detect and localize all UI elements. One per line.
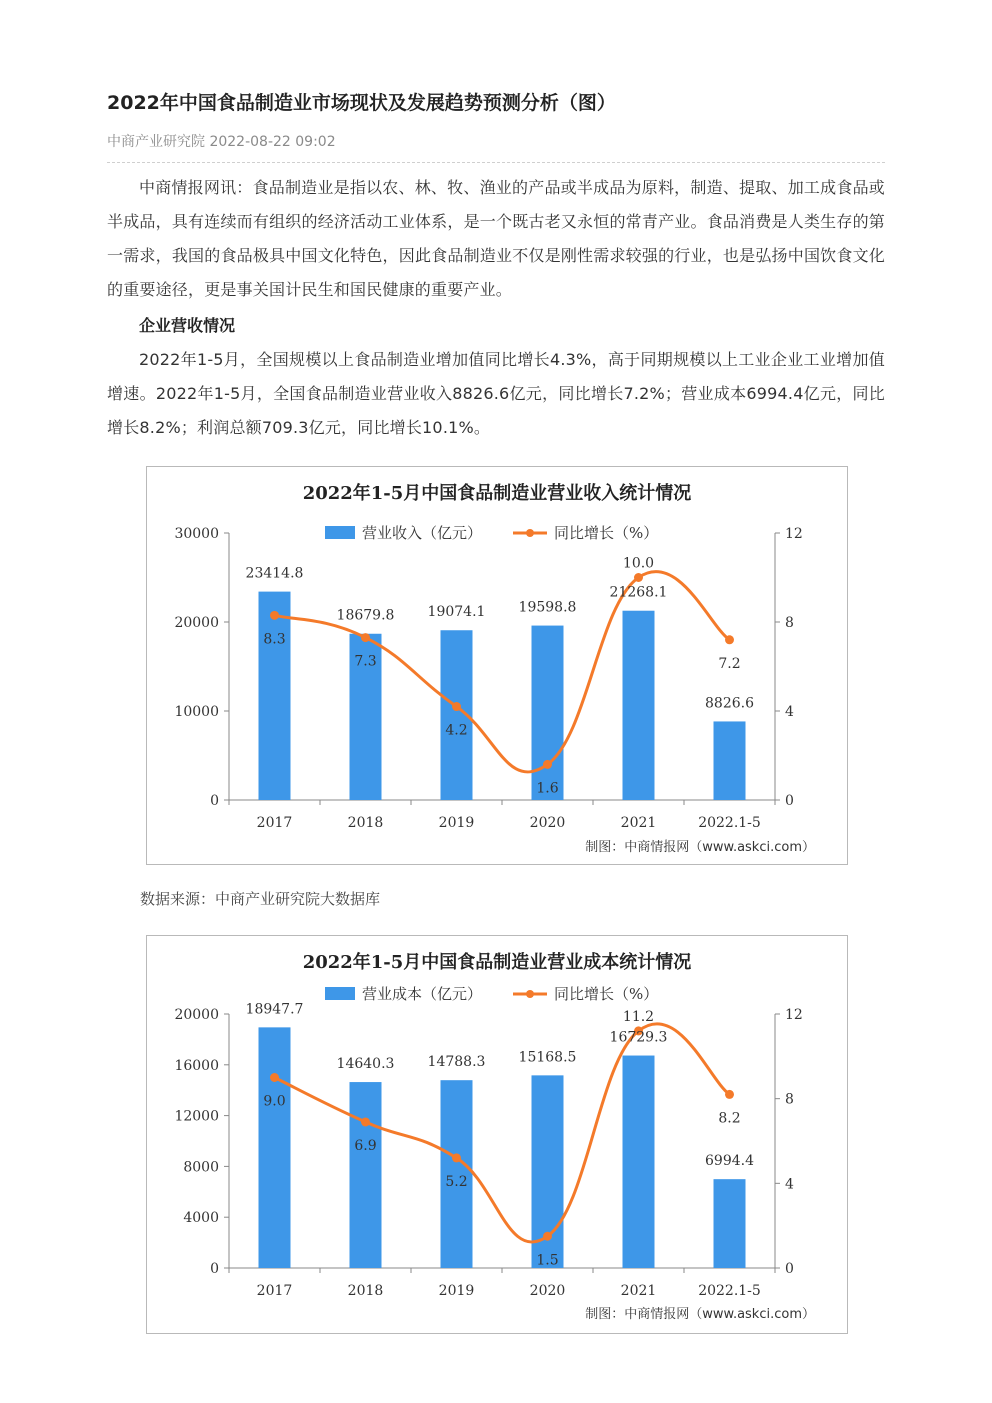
legend-bar-label: 营业收入（亿元） bbox=[362, 524, 483, 542]
growth-point bbox=[543, 760, 552, 769]
growth-point bbox=[543, 1232, 552, 1241]
legend-line-marker bbox=[526, 529, 534, 537]
x-tick-label: 2020 bbox=[529, 815, 566, 831]
y-left-tick-label: 20000 bbox=[174, 1007, 219, 1023]
y-left-tick-label: 10000 bbox=[174, 704, 219, 720]
y-right-tick-label: 4 bbox=[785, 704, 794, 720]
y-left-tick-label: 12000 bbox=[174, 1108, 219, 1125]
line-value-label: 7.3 bbox=[354, 653, 377, 670]
bar-value-label: 6994.4 bbox=[705, 1153, 754, 1170]
growth-point bbox=[270, 1073, 279, 1082]
y-right-tick-label: 0 bbox=[785, 793, 794, 809]
legend-bar-swatch bbox=[325, 526, 355, 539]
y-right-tick-label: 8 bbox=[785, 615, 794, 631]
x-tick-label: 2018 bbox=[347, 1283, 384, 1299]
revenue-paragraph: 2022年1-5月，全国规模以上食品制造业增加值同比增长4.3%，高于同期规模以上工业企业工业增加值增速。2022年1-5月，全国食品制造业营业收入8826.6亿元，同比增长7.2%；营业成本6994.4亿元，同比增长8.2%；利润总额709.3亿元，同比增长10.1%。 bbox=[107, 350, 885, 437]
y-left-tick-label: 20000 bbox=[174, 615, 219, 631]
article-title: 2022年中国食品制造业市场现状及发展趋势预测分析（图） bbox=[107, 92, 616, 114]
x-tick-label: 2019 bbox=[438, 1283, 475, 1299]
x-tick-label: 2017 bbox=[256, 1283, 293, 1299]
growth-point bbox=[270, 611, 279, 620]
chart-title: 2022年1-5月中国食品制造业营业收入统计情况 bbox=[302, 483, 692, 504]
revenue-chart-svg bbox=[147, 467, 847, 864]
bar bbox=[623, 1056, 655, 1268]
bar bbox=[259, 592, 291, 800]
x-tick-label: 2017 bbox=[256, 815, 293, 831]
bar-value-label: 18947.7 bbox=[245, 1001, 304, 1018]
bar bbox=[350, 1082, 382, 1268]
intro-paragraph: 中商情报网讯：食品制造业是指以农、林、牧、渔业的产品或半成品为原料，制造、提取、加工成食品或半成品，具有连续而有组织的经济活动工业体系，是一个既古老又永恒的常青产业。食品消费是人类生存的第一需求，我国的食品极具中国文化特色，因此食品制造业不仅是刚性需求较强的行业，也是弘扬中国饮食文化的重要途径，更是事关国计民生和国民健康的重要产业。 bbox=[107, 178, 885, 299]
x-tick-label: 2021 bbox=[620, 1283, 657, 1299]
chart-credit: 制图：中商情报网（www.askci.com） bbox=[585, 1307, 815, 1322]
legend-bar-swatch bbox=[325, 987, 355, 1000]
legend-line-label: 同比增长（%） bbox=[554, 985, 659, 1003]
bar-value-label: 16729.3 bbox=[609, 1029, 668, 1046]
y-right-tick-label: 8 bbox=[785, 1091, 794, 1108]
x-tick-label: 2022.1-5 bbox=[698, 1283, 761, 1299]
bar-value-label: 14640.3 bbox=[336, 1056, 395, 1073]
line-value-label: 6.9 bbox=[354, 1137, 377, 1154]
y-left-tick-label: 0 bbox=[210, 1261, 219, 1277]
line-value-label: 10.0 bbox=[622, 555, 655, 572]
growth-point bbox=[634, 573, 643, 582]
growth-point bbox=[452, 1153, 461, 1162]
cost-chart bbox=[146, 935, 848, 1334]
bar bbox=[714, 721, 746, 800]
bar-value-label: 8826.6 bbox=[705, 695, 754, 712]
growth-line bbox=[275, 572, 730, 772]
bar bbox=[532, 626, 564, 800]
line-value-label: 1.6 bbox=[536, 780, 559, 797]
x-tick-label: 2022.1-5 bbox=[698, 815, 761, 831]
x-tick-label: 2019 bbox=[438, 815, 475, 831]
bar bbox=[714, 1179, 746, 1268]
divider bbox=[107, 162, 885, 163]
line-value-label: 8.3 bbox=[263, 631, 286, 648]
growth-point bbox=[452, 702, 461, 711]
data-source: 数据来源：中商产业研究院大数据库 bbox=[140, 890, 381, 908]
line-value-label: 1.5 bbox=[536, 1252, 559, 1269]
article bbox=[107, 88, 885, 445]
y-right-tick-label: 12 bbox=[785, 526, 803, 542]
legend-line-marker bbox=[526, 990, 534, 998]
bar bbox=[623, 611, 655, 800]
growth-point bbox=[725, 635, 734, 644]
bar-value-label: 14788.3 bbox=[427, 1054, 486, 1071]
growth-point bbox=[361, 633, 370, 642]
growth-point bbox=[725, 1090, 734, 1099]
y-right-tick-label: 0 bbox=[785, 1261, 794, 1277]
x-tick-label: 2018 bbox=[347, 815, 384, 831]
y-right-tick-label: 12 bbox=[785, 1007, 803, 1023]
section-heading: 企业营收情况 bbox=[139, 316, 236, 335]
line-value-label: 4.2 bbox=[445, 722, 468, 739]
bar-value-label: 19598.8 bbox=[518, 599, 577, 616]
revenue-chart bbox=[146, 466, 848, 865]
x-tick-label: 2020 bbox=[529, 1283, 566, 1299]
bar-value-label: 21268.1 bbox=[609, 584, 668, 601]
legend-line-label: 同比增长（%） bbox=[554, 524, 659, 542]
legend-bar-label: 营业成本（亿元） bbox=[362, 985, 483, 1003]
bar-value-label: 18679.8 bbox=[336, 607, 395, 624]
chart-credit: 制图：中商情报网（www.askci.com） bbox=[585, 840, 815, 855]
bar bbox=[259, 1027, 291, 1268]
article-meta: 中商产业研究院 2022-08-22 09:02 bbox=[107, 134, 336, 150]
bar-value-label: 23414.8 bbox=[245, 565, 304, 582]
line-value-label: 7.2 bbox=[718, 655, 741, 672]
y-right-tick-label: 4 bbox=[785, 1176, 794, 1193]
line-value-label: 8.2 bbox=[718, 1110, 741, 1127]
line-value-label: 5.2 bbox=[445, 1173, 468, 1190]
bar-value-label: 15168.5 bbox=[518, 1049, 577, 1066]
bar-value-label: 19074.1 bbox=[427, 604, 486, 621]
growth-point bbox=[361, 1117, 370, 1126]
chart-title: 2022年1-5月中国食品制造业营业成本统计情况 bbox=[302, 952, 692, 973]
cost-chart-svg bbox=[147, 936, 847, 1333]
line-value-label: 9.0 bbox=[263, 1093, 286, 1110]
y-left-tick-label: 0 bbox=[210, 793, 219, 809]
y-left-tick-label: 8000 bbox=[183, 1159, 219, 1176]
y-left-tick-label: 4000 bbox=[183, 1210, 219, 1227]
y-left-tick-label: 30000 bbox=[174, 526, 219, 542]
line-value-label: 11.2 bbox=[622, 1008, 655, 1025]
x-tick-label: 2021 bbox=[620, 815, 657, 831]
y-left-tick-label: 16000 bbox=[174, 1057, 219, 1074]
